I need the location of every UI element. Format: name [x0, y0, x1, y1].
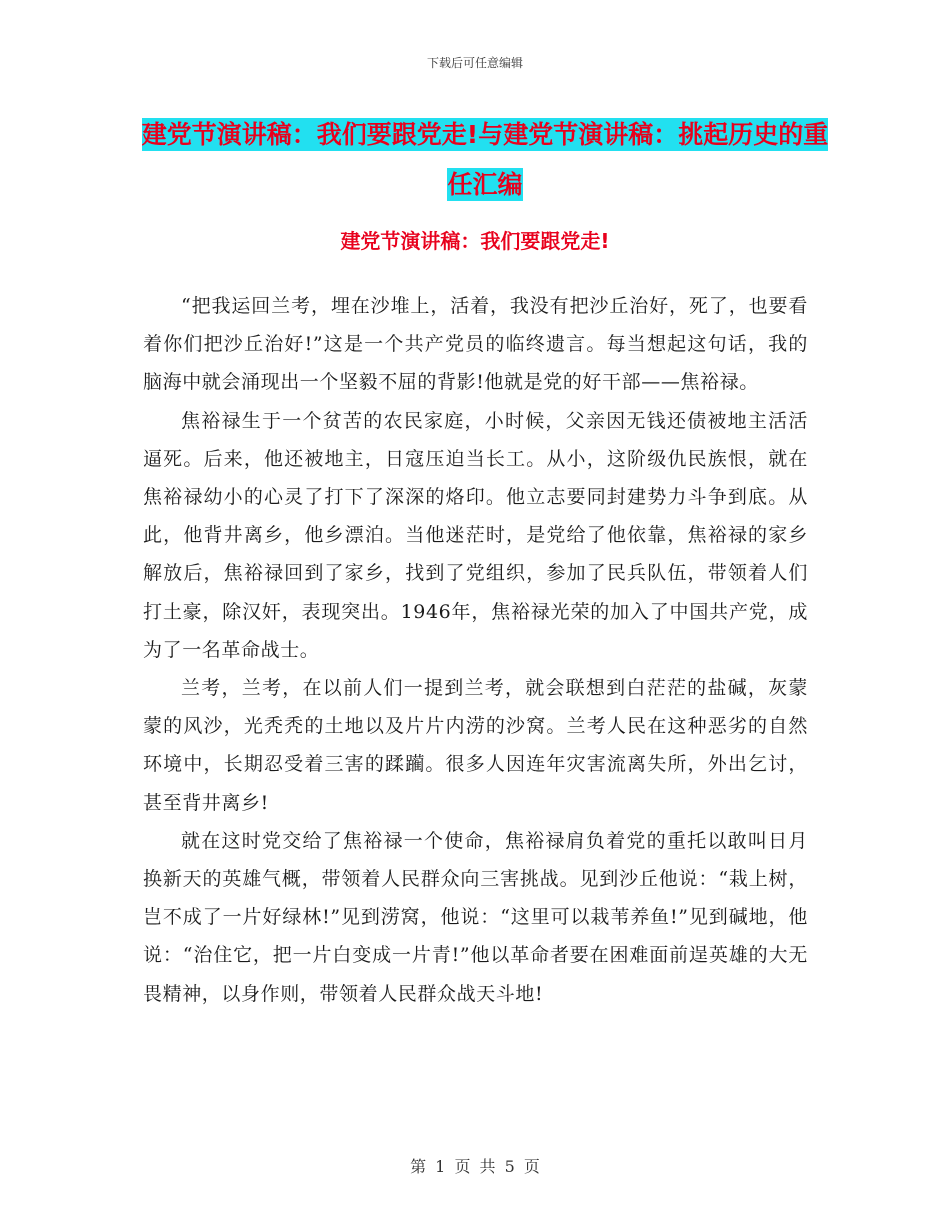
page-footer: 第 1 页 共 5 页: [410, 1157, 540, 1176]
header-note: 下载后可任意编辑: [426, 56, 523, 70]
document-title: [140, 110, 830, 210]
section-title: 建党节演讲稿：我们要跟党走!: [340, 229, 610, 253]
paragraph: 焦裕禄生于一个贫苦的农民家庭，小时候，父亲因无钱还债被地主活活逼死。后来，他还被地主，日寇压迫当长工。从小，这阶级仇民族恨，就在焦裕禄幼小的心灵了打下了深深的烙印。他立志要同封建势力斗争到底。从此，他背井离乡，他乡漂泊。当他迷茫时，是党给了他依靠，焦裕禄的家乡解放后，焦裕禄回到了家乡，找到了党组织，参加了民兵队伍，带领着人们打土豪，除汉奸，表现突出。1946年，焦裕禄光荣的加入了中国共产党，成为了一名革命战士。: [143, 409, 808, 661]
paragraph: 就在这时党交给了焦裕禄一个使命，焦裕禄肩负着党的重托以敢叫日月换新天的英雄气概，带领着人民群众向三害挑战。见到沙丘他说：“栽上树，岂不成了一片好绿林!”见到涝窝，他说：“这里可以栽苇养鱼!”见到碱地，他说：“治住它，把一片白变成一片青!”他以革命者要在困难面前逞英雄的大无畏精神，以身作则，带领着人民群众战天斗地!: [143, 829, 808, 1005]
document-body: [143, 287, 808, 1013]
paragraph: “把我运回兰考，埋在沙堆上，活着，我没有把沙丘治好，死了，也要看着你们把沙丘治好!”这是一个共产党员的临终遗言。每当想起这句话，我的脑海中就会涌现出一个坚毅不屈的背影!他就是党的好干部——焦裕禄。: [143, 295, 808, 394]
paragraph: 兰考，兰考，在以前人们一提到兰考，就会联想到白茫茫的盐碱，灰蒙蒙的风沙，光秃秃的土地以及片片内涝的沙窝。兰考人民在这种恶劣的自然环境中，长期忍受着三害的蹂躏。很多人因连年灾害流离失所，外出乞讨，甚至背井离乡!: [143, 677, 808, 814]
document-title-text: 建党节演讲稿：我们要跟党走!与建党节演讲稿：挑起历史的重任汇编: [141, 120, 829, 199]
